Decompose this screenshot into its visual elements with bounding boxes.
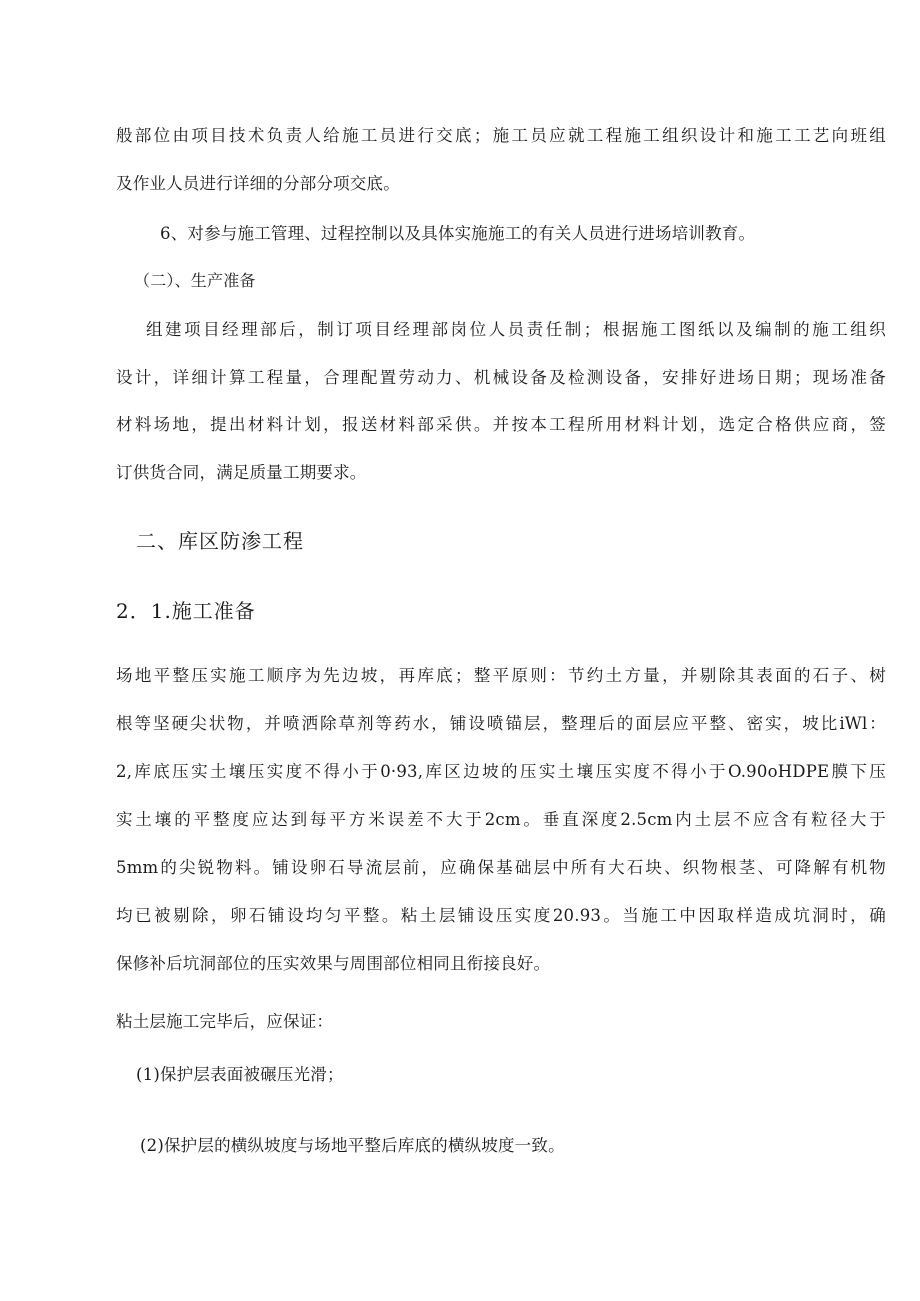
- section-heading: 2．1.施工准备: [116, 599, 256, 623]
- list-item: (2)保护层的横纵坡度与场地平整后库底的横纵坡度一致。: [140, 1136, 565, 1155]
- paragraph-line: 及作业人员进行详细的分部分项交底。: [116, 174, 400, 193]
- paragraph-line: 般部位由项目技术负责人给施工员进行交底；施工员应就工程施工组织设计和施工工艺向班组: [116, 126, 886, 145]
- subsection-heading: （二）、生产准备: [134, 271, 256, 290]
- section-heading: 二、库区防渗工程: [136, 529, 304, 553]
- paragraph-line: 场地平整压实施工顺序为先边坡，再库底；整平原则：节约土方量，并剔除其表面的石子、树: [116, 666, 886, 685]
- paragraph-line: 5mm的尖锐物料。铺设卵石导流层前，应确保基础层中所有大石块、织物根茎、可降解有机物: [116, 858, 886, 877]
- paragraph-line: 设计，详细计算工程量，合理配置劳动力、机械设备及检测设备，安排好进场日期；现场准备: [116, 368, 886, 387]
- paragraph-line: 根等坚硬尖状物，并喷洒除草剂等药水，铺设喷锚层，整理后的面层应平整、密实，坡比iWl：: [116, 714, 886, 733]
- paragraph-line: 订供货合同，满足质量工期要求。: [116, 463, 367, 482]
- paragraph-line: 组建项目经理部后，制订项目经理部岗位人员责任制；根据施工图纸以及编制的施工组织: [146, 320, 886, 339]
- list-item: (1)保护层表面被碾压光滑；: [136, 1065, 344, 1084]
- paragraph-line: 2,库底压实土壤压实度不得小于0·93,库区边坡的压实土壤压实度不得小于O.90oHDPE膜下压: [116, 762, 886, 781]
- paragraph-line: 均已被剔除，卵石铺设均匀平整。粘土层铺设压实度20.93。当施工中因取样造成坑洞时，确: [116, 906, 886, 925]
- paragraph: 粘土层施工完毕后，应保证：: [116, 1012, 334, 1031]
- paragraph-line: 实土壤的平整度应达到每平方米误差不大于2cm。垂直深度2.5cm内土层不应含有粒径大于: [116, 810, 886, 829]
- paragraph: 6、对参与施工管理、过程控制以及具体实施施工的有关人员进行进场培训教育。: [160, 224, 756, 243]
- paragraph-line: 保修补后坑洞部位的压实效果与周围部位相同且衔接良好。: [116, 954, 551, 973]
- paragraph-line: 材料场地，提出材料计划，报送材料部采供。并按本工程所用材料计划，选定合格供应商，签: [116, 415, 886, 434]
